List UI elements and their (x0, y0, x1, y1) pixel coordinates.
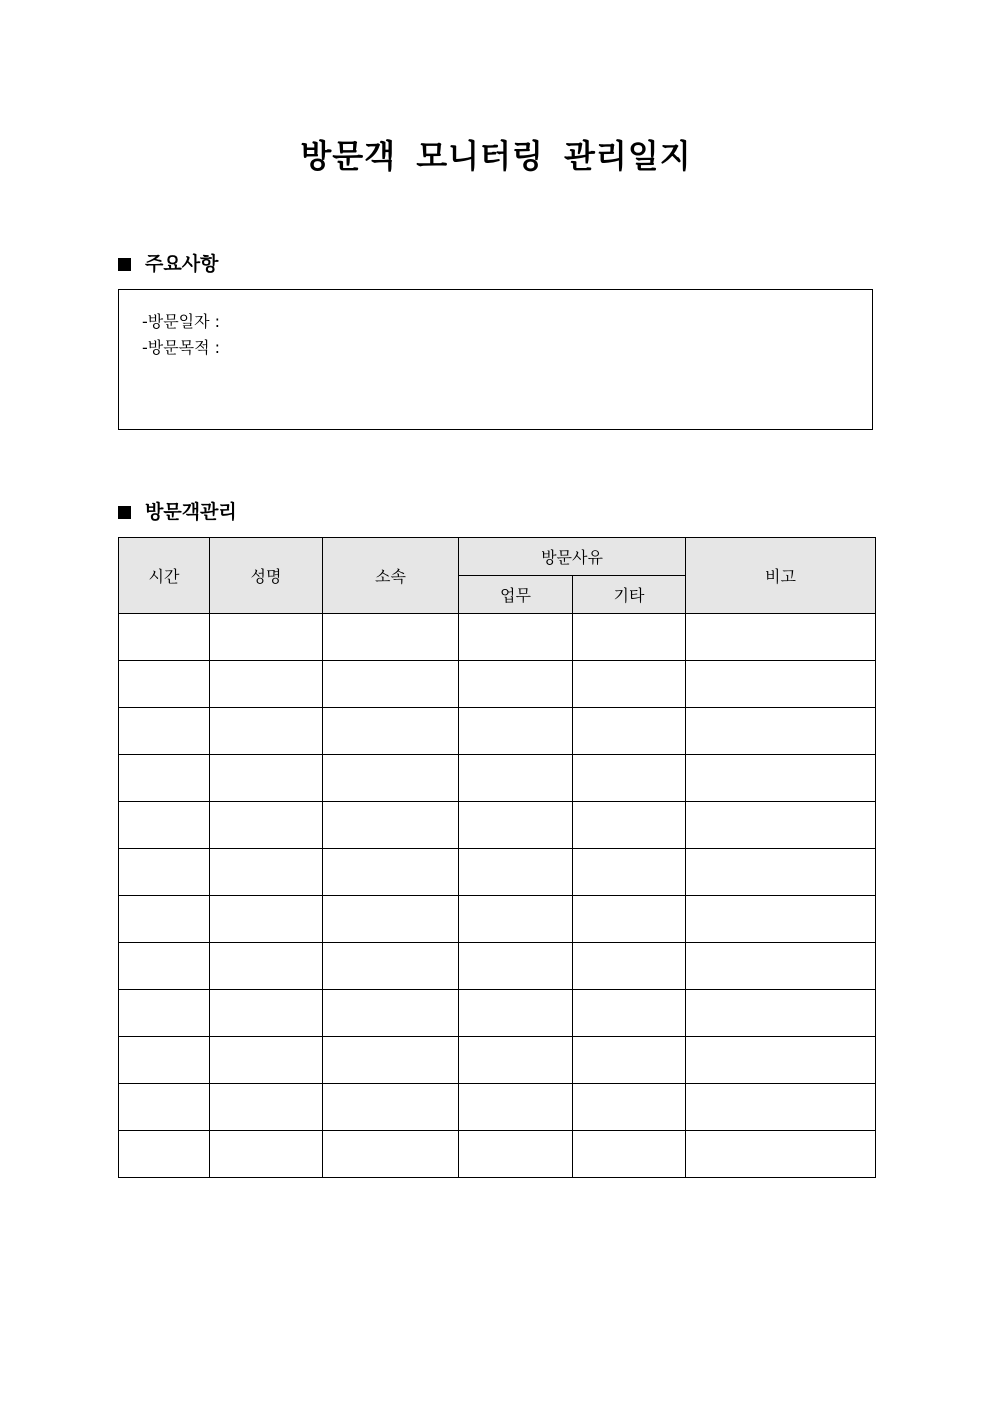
affiliation-cell[interactable] (323, 1131, 459, 1178)
name-cell[interactable] (210, 1084, 323, 1131)
remarks-cell[interactable] (686, 661, 876, 708)
business-cell[interactable] (459, 708, 573, 755)
affiliation-cell[interactable] (323, 849, 459, 896)
business-cell[interactable] (459, 614, 573, 661)
remarks-cell[interactable] (686, 990, 876, 1037)
name-cell[interactable] (210, 943, 323, 990)
time-cell[interactable] (119, 802, 210, 849)
square-bullet-icon (118, 506, 131, 519)
other-cell[interactable] (573, 943, 686, 990)
affiliation-cell[interactable] (323, 896, 459, 943)
affiliation-cell[interactable] (323, 1084, 459, 1131)
section-heading-label: 방문객관리 (145, 501, 237, 523)
business-cell[interactable] (459, 1084, 573, 1131)
header-business: 업무 (459, 576, 573, 614)
other-cell[interactable] (573, 708, 686, 755)
table-row (119, 661, 876, 708)
table-row (119, 708, 876, 755)
time-cell[interactable] (119, 708, 210, 755)
remarks-cell[interactable] (686, 943, 876, 990)
table-row (119, 1037, 876, 1084)
remarks-cell[interactable] (686, 849, 876, 896)
header-other: 기타 (573, 576, 686, 614)
remarks-cell[interactable] (686, 614, 876, 661)
other-cell[interactable] (573, 896, 686, 943)
other-cell[interactable] (573, 661, 686, 708)
business-cell[interactable] (459, 943, 573, 990)
affiliation-cell[interactable] (323, 708, 459, 755)
section-heading-label: 주요사항 (145, 253, 219, 275)
other-cell[interactable] (573, 1037, 686, 1084)
business-cell[interactable] (459, 661, 573, 708)
business-cell[interactable] (459, 802, 573, 849)
other-cell[interactable] (573, 1131, 686, 1178)
time-cell[interactable] (119, 896, 210, 943)
time-cell[interactable] (119, 614, 210, 661)
square-bullet-icon (118, 258, 131, 271)
business-cell[interactable] (459, 755, 573, 802)
remarks-cell[interactable] (686, 708, 876, 755)
table-row (119, 990, 876, 1037)
time-cell[interactable] (119, 943, 210, 990)
time-cell[interactable] (119, 1131, 210, 1178)
visit-purpose-line[interactable]: -방문목적 : (142, 338, 221, 357)
table-body (119, 614, 876, 1178)
name-cell[interactable] (210, 896, 323, 943)
remarks-cell[interactable] (686, 1131, 876, 1178)
remarks-cell[interactable] (686, 755, 876, 802)
header-name: 성명 (210, 538, 323, 614)
remarks-cell[interactable] (686, 1084, 876, 1131)
name-cell[interactable] (210, 990, 323, 1037)
visit-date-line[interactable]: -방문일자 : (142, 312, 221, 331)
table-row (119, 943, 876, 990)
section-heading-key-items (118, 251, 218, 277)
name-cell[interactable] (210, 849, 323, 896)
table-row (119, 849, 876, 896)
key-items-box (118, 289, 873, 430)
affiliation-cell[interactable] (323, 755, 459, 802)
table-row (119, 1084, 876, 1131)
affiliation-cell[interactable] (323, 614, 459, 661)
other-cell[interactable] (573, 755, 686, 802)
time-cell[interactable] (119, 661, 210, 708)
other-cell[interactable] (573, 802, 686, 849)
business-cell[interactable] (459, 990, 573, 1037)
name-cell[interactable] (210, 1131, 323, 1178)
header-remarks: 비고 (686, 538, 876, 614)
affiliation-cell[interactable] (323, 990, 459, 1037)
time-cell[interactable] (119, 755, 210, 802)
affiliation-cell[interactable] (323, 802, 459, 849)
name-cell[interactable] (210, 614, 323, 661)
header-visit-reason: 방문사유 (459, 538, 686, 576)
time-cell[interactable] (119, 1037, 210, 1084)
business-cell[interactable] (459, 1131, 573, 1178)
time-cell[interactable] (119, 849, 210, 896)
business-cell[interactable] (459, 849, 573, 896)
name-cell[interactable] (210, 708, 323, 755)
table-row (119, 802, 876, 849)
business-cell[interactable] (459, 1037, 573, 1084)
page-title: 방문객 모니터링 관리일지 (300, 137, 692, 175)
other-cell[interactable] (573, 1084, 686, 1131)
remarks-cell[interactable] (686, 1037, 876, 1084)
name-cell[interactable] (210, 802, 323, 849)
affiliation-cell[interactable] (323, 661, 459, 708)
name-cell[interactable] (210, 755, 323, 802)
table-row (119, 896, 876, 943)
name-cell[interactable] (210, 661, 323, 708)
table-row (119, 614, 876, 661)
affiliation-cell[interactable] (323, 1037, 459, 1084)
affiliation-cell[interactable] (323, 943, 459, 990)
other-cell[interactable] (573, 849, 686, 896)
header-time: 시간 (119, 538, 210, 614)
time-cell[interactable] (119, 990, 210, 1037)
remarks-cell[interactable] (686, 802, 876, 849)
visitor-table (118, 537, 876, 1178)
other-cell[interactable] (573, 990, 686, 1037)
section-heading-visitor-management (118, 499, 237, 525)
header-affiliation: 소속 (323, 538, 459, 614)
time-cell[interactable] (119, 1084, 210, 1131)
remarks-cell[interactable] (686, 896, 876, 943)
table-row (119, 755, 876, 802)
name-cell[interactable] (210, 1037, 323, 1084)
table-row (119, 1131, 876, 1178)
business-cell[interactable] (459, 896, 573, 943)
other-cell[interactable] (573, 614, 686, 661)
